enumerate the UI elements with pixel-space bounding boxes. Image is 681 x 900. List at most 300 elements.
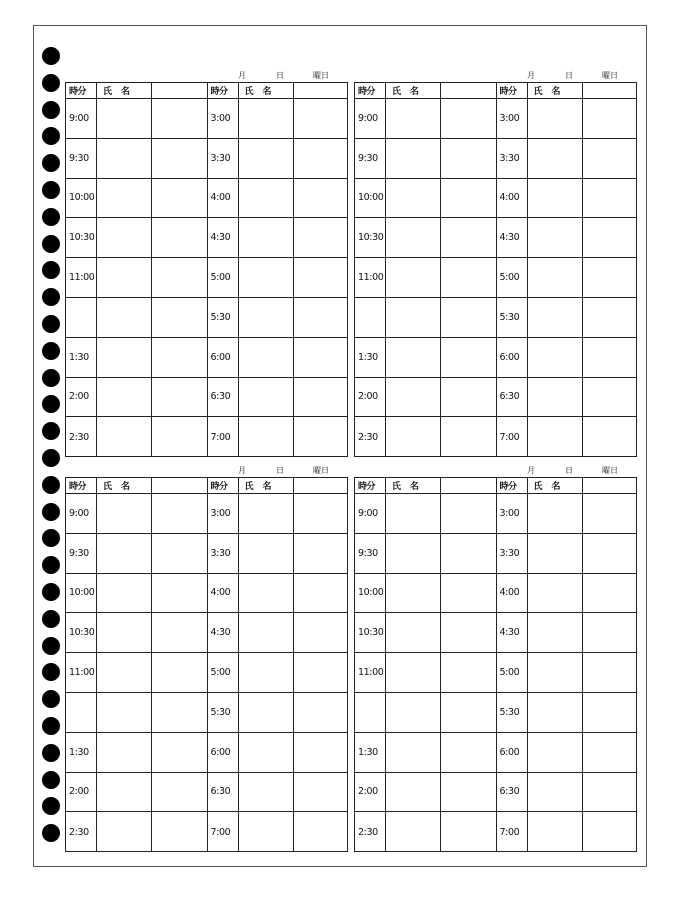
time-slot: 7:00	[497, 417, 528, 457]
date-line	[354, 463, 637, 477]
name-cell[interactable]	[528, 378, 583, 417]
time-slot: 6:30	[497, 773, 528, 812]
name-cell[interactable]	[239, 258, 294, 297]
table-row	[355, 534, 496, 574]
table-row	[66, 494, 207, 534]
time-slot: 4:30	[208, 613, 239, 652]
name-cell[interactable]	[239, 99, 294, 138]
date-line	[65, 68, 348, 82]
time-slot: 9:30	[66, 534, 97, 573]
table-row	[66, 99, 207, 139]
time-slot: 11:00	[355, 653, 386, 692]
table-header	[66, 83, 207, 99]
time-slot: 2:30	[355, 417, 386, 457]
time-slot: 3:30	[497, 139, 528, 178]
name-cell[interactable]	[239, 139, 294, 178]
notes-cell[interactable]	[294, 417, 348, 457]
name-cell[interactable]	[97, 218, 152, 257]
table-row	[355, 653, 496, 693]
table-row	[497, 653, 637, 693]
name-cell[interactable]	[528, 494, 583, 533]
name-cell[interactable]	[97, 574, 152, 613]
notes-cell[interactable]	[294, 534, 348, 573]
table-row	[497, 338, 637, 378]
time-slot: 5:00	[208, 653, 239, 692]
time-slot: 2:00	[66, 378, 97, 417]
table-row	[355, 574, 496, 614]
table-row	[355, 179, 496, 219]
time-slot: 10:00	[355, 179, 386, 218]
notes-cell[interactable]	[294, 574, 348, 613]
name-header: 氏 名	[103, 482, 131, 492]
name-cell[interactable]	[386, 653, 441, 692]
notes-cell[interactable]	[441, 338, 496, 377]
name-cell[interactable]	[239, 298, 294, 337]
table-row	[208, 574, 348, 614]
name-cell[interactable]	[97, 378, 152, 417]
name-cell[interactable]	[239, 733, 294, 772]
time-header: 時分	[497, 478, 528, 493]
notes-cell[interactable]	[441, 534, 496, 573]
name-cell[interactable]	[97, 298, 152, 337]
name-cell[interactable]	[386, 773, 441, 812]
time-slot: 4:30	[208, 218, 239, 257]
month-label: 月	[238, 466, 246, 475]
notes-header-cell	[294, 83, 348, 98]
table-row	[208, 298, 348, 338]
name-cell[interactable]	[239, 179, 294, 218]
notes-cell[interactable]	[294, 812, 348, 852]
notes-cell[interactable]	[294, 773, 348, 812]
notes-header-cell	[441, 478, 496, 493]
name-cell[interactable]	[528, 258, 583, 297]
table-row	[497, 534, 637, 574]
name-cell[interactable]	[97, 494, 152, 533]
name-cell[interactable]	[386, 258, 441, 297]
time-slot: 5:30	[497, 693, 528, 732]
time-slot: 9:00	[355, 494, 386, 533]
notes-cell[interactable]	[152, 613, 207, 652]
name-cell[interactable]	[528, 534, 583, 573]
time-slot: 4:00	[497, 574, 528, 613]
time-slot: 10:00	[66, 574, 97, 613]
day-label: 日	[565, 71, 573, 80]
day-label: 日	[276, 71, 284, 80]
name-cell[interactable]	[97, 693, 152, 732]
name-cell[interactable]	[386, 693, 441, 732]
table-row	[66, 218, 207, 258]
name-cell[interactable]	[97, 534, 152, 573]
name-cell[interactable]	[528, 218, 583, 257]
name-cell[interactable]	[97, 179, 152, 218]
time-slot: 9:30	[355, 139, 386, 178]
name-header: 氏 名	[392, 87, 420, 97]
table-row	[208, 613, 348, 653]
notes-cell[interactable]	[441, 258, 496, 297]
notes-cell[interactable]	[294, 139, 348, 178]
notes-cell[interactable]	[441, 298, 496, 337]
name-cell[interactable]	[528, 139, 583, 178]
notes-cell[interactable]	[152, 494, 207, 533]
time-slot: 10:30	[66, 613, 97, 652]
name-cell[interactable]	[528, 417, 583, 457]
notes-cell[interactable]	[583, 378, 637, 417]
time-slot: 5:00	[208, 258, 239, 297]
time-slot	[66, 298, 97, 337]
time-slot: 10:00	[66, 179, 97, 218]
name-cell[interactable]	[528, 179, 583, 218]
table-row	[497, 179, 637, 219]
name-cell[interactable]	[97, 139, 152, 178]
notes-cell[interactable]	[294, 99, 348, 138]
table-row	[66, 139, 207, 179]
time-slot: 2:30	[355, 812, 386, 852]
time-slot: 1:30	[355, 338, 386, 377]
table-row	[66, 258, 207, 298]
notes-cell[interactable]	[152, 693, 207, 732]
time-slot: 4:00	[208, 574, 239, 613]
name-header: 氏 名	[392, 482, 420, 492]
date-line	[354, 68, 637, 82]
table-row	[355, 494, 496, 534]
table-row	[355, 773, 496, 813]
notes-cell[interactable]	[583, 298, 637, 337]
name-cell[interactable]	[528, 338, 583, 377]
name-header-cell	[97, 478, 152, 493]
notes-cell[interactable]	[152, 733, 207, 772]
table-row	[355, 298, 496, 338]
table-header	[66, 478, 207, 494]
notes-cell[interactable]	[583, 258, 637, 297]
schedule-table	[65, 82, 348, 457]
time-slot: 9:00	[355, 99, 386, 138]
notes-cell[interactable]	[583, 812, 637, 852]
name-cell[interactable]	[97, 99, 152, 138]
name-cell[interactable]	[239, 338, 294, 377]
name-cell[interactable]	[528, 773, 583, 812]
time-header: 時分	[208, 83, 239, 98]
time-slot: 3:30	[208, 534, 239, 573]
notes-cell[interactable]	[294, 218, 348, 257]
table-row	[355, 812, 496, 852]
time-slot: 3:00	[497, 99, 528, 138]
name-cell[interactable]	[97, 417, 152, 457]
notes-cell[interactable]	[152, 99, 207, 138]
name-cell[interactable]	[528, 99, 583, 138]
name-cell[interactable]	[386, 534, 441, 573]
name-cell[interactable]	[528, 812, 583, 852]
time-slot: 4:30	[497, 613, 528, 652]
notes-cell[interactable]	[583, 773, 637, 812]
table-row	[208, 733, 348, 773]
table-row	[66, 417, 207, 457]
table-row	[355, 338, 496, 378]
afternoon-column	[496, 478, 637, 851]
name-cell[interactable]	[386, 298, 441, 337]
notes-cell[interactable]	[441, 417, 496, 457]
table-row	[208, 812, 348, 852]
afternoon-column	[496, 83, 637, 456]
notes-cell[interactable]	[441, 613, 496, 652]
table-header	[208, 83, 348, 99]
time-slot: 4:30	[497, 218, 528, 257]
name-cell[interactable]	[239, 773, 294, 812]
name-cell[interactable]	[239, 494, 294, 533]
time-slot: 4:00	[497, 179, 528, 218]
name-cell[interactable]	[528, 733, 583, 772]
notes-cell[interactable]	[152, 773, 207, 812]
table-row	[497, 733, 637, 773]
name-cell[interactable]	[97, 733, 152, 772]
name-cell[interactable]	[386, 812, 441, 852]
name-cell[interactable]	[97, 812, 152, 852]
name-cell[interactable]	[97, 773, 152, 812]
name-cell[interactable]	[239, 812, 294, 852]
name-cell[interactable]	[528, 693, 583, 732]
time-header: 時分	[355, 478, 386, 493]
time-slot: 9:30	[66, 139, 97, 178]
notes-cell[interactable]	[294, 693, 348, 732]
notes-cell[interactable]	[583, 534, 637, 573]
name-cell[interactable]	[386, 494, 441, 533]
table-header	[208, 478, 348, 494]
name-cell[interactable]	[97, 258, 152, 297]
name-cell[interactable]	[386, 99, 441, 138]
time-slot: 7:00	[497, 812, 528, 852]
notes-cell[interactable]	[152, 812, 207, 852]
time-slot: 4:00	[208, 179, 239, 218]
table-row	[208, 218, 348, 258]
name-cell[interactable]	[386, 338, 441, 377]
notes-cell[interactable]	[152, 574, 207, 613]
notes-header-cell	[583, 83, 637, 98]
name-header: 氏 名	[533, 482, 561, 492]
notes-cell[interactable]	[294, 494, 348, 533]
table-row	[66, 812, 207, 852]
table-row	[66, 298, 207, 338]
time-slot: 3:30	[208, 139, 239, 178]
notes-cell[interactable]	[441, 218, 496, 257]
name-cell[interactable]	[386, 613, 441, 652]
name-cell[interactable]	[386, 378, 441, 417]
time-slot: 2:00	[355, 378, 386, 417]
table-row	[497, 613, 637, 653]
name-header: 氏 名	[533, 87, 561, 97]
notes-cell[interactable]	[152, 258, 207, 297]
notes-header-cell	[294, 478, 348, 493]
notes-cell[interactable]	[441, 733, 496, 772]
name-cell[interactable]	[386, 179, 441, 218]
table-header	[355, 83, 496, 99]
notes-cell[interactable]	[441, 773, 496, 812]
name-cell[interactable]	[528, 653, 583, 692]
time-slot: 11:00	[355, 258, 386, 297]
name-cell[interactable]	[239, 534, 294, 573]
table-header	[355, 478, 496, 494]
table-row	[66, 653, 207, 693]
notes-cell[interactable]	[583, 733, 637, 772]
time-slot: 6:30	[208, 378, 239, 417]
table-row	[66, 613, 207, 653]
name-cell[interactable]	[528, 613, 583, 652]
notes-cell[interactable]	[294, 613, 348, 652]
notes-cell[interactable]	[152, 653, 207, 692]
month-label: 月	[238, 71, 246, 80]
table-row	[355, 378, 496, 418]
afternoon-column	[207, 83, 348, 456]
name-cell[interactable]	[239, 574, 294, 613]
name-header-cell	[97, 83, 152, 98]
notes-cell[interactable]	[583, 693, 637, 732]
notes-cell[interactable]	[441, 139, 496, 178]
notes-cell[interactable]	[152, 298, 207, 337]
time-slot: 10:30	[66, 218, 97, 257]
name-header: 氏 名	[244, 482, 272, 492]
time-slot: 7:00	[208, 812, 239, 852]
table-row	[208, 534, 348, 574]
month-label: 月	[527, 466, 535, 475]
notes-cell[interactable]	[152, 179, 207, 218]
table-row	[355, 218, 496, 258]
name-cell[interactable]	[528, 298, 583, 337]
table-row	[497, 812, 637, 852]
name-cell[interactable]	[239, 218, 294, 257]
name-cell[interactable]	[239, 417, 294, 457]
name-cell[interactable]	[239, 653, 294, 692]
name-cell[interactable]	[386, 417, 441, 457]
morning-column	[355, 478, 496, 851]
name-cell[interactable]	[239, 693, 294, 732]
time-slot: 2:00	[66, 773, 97, 812]
notes-cell[interactable]	[583, 179, 637, 218]
time-header: 時分	[66, 83, 97, 98]
name-cell[interactable]	[386, 574, 441, 613]
time-slot: 11:00	[66, 258, 97, 297]
morning-column	[66, 478, 207, 851]
table-row	[208, 773, 348, 813]
notes-cell[interactable]	[152, 378, 207, 417]
name-cell[interactable]	[386, 139, 441, 178]
schedule-table	[354, 82, 637, 457]
time-slot: 6:00	[497, 338, 528, 377]
name-cell[interactable]	[528, 574, 583, 613]
time-header: 時分	[355, 83, 386, 98]
table-row	[66, 534, 207, 574]
notes-cell[interactable]	[294, 733, 348, 772]
day-label: 日	[565, 466, 573, 475]
time-slot: 1:30	[355, 733, 386, 772]
table-row	[66, 693, 207, 733]
time-slot: 5:30	[208, 298, 239, 337]
notes-cell[interactable]	[583, 653, 637, 692]
name-cell[interactable]	[386, 733, 441, 772]
notes-cell[interactable]	[441, 494, 496, 533]
notes-cell[interactable]	[583, 613, 637, 652]
table-header	[497, 478, 637, 494]
notes-cell[interactable]	[583, 417, 637, 457]
table-row	[355, 258, 496, 298]
name-cell[interactable]	[239, 613, 294, 652]
time-slot: 9:00	[66, 494, 97, 533]
notes-cell[interactable]	[583, 574, 637, 613]
time-slot: 5:30	[497, 298, 528, 337]
name-header-cell	[239, 83, 294, 98]
table-row	[497, 378, 637, 418]
notes-cell[interactable]	[441, 653, 496, 692]
name-cell[interactable]	[386, 218, 441, 257]
time-slot: 6:00	[208, 338, 239, 377]
month-label: 月	[527, 71, 535, 80]
weekday-label: 曜日	[313, 71, 329, 80]
time-slot	[355, 693, 386, 732]
table-row	[497, 99, 637, 139]
notes-cell[interactable]	[152, 534, 207, 573]
notes-cell[interactable]	[294, 653, 348, 692]
notes-cell[interactable]	[294, 179, 348, 218]
table-row	[66, 378, 207, 418]
weekday-label: 曜日	[602, 466, 618, 475]
notes-cell[interactable]	[152, 417, 207, 457]
name-cell[interactable]	[97, 338, 152, 377]
table-row	[355, 733, 496, 773]
notes-cell[interactable]	[152, 139, 207, 178]
notes-cell[interactable]	[441, 378, 496, 417]
weekday-label: 曜日	[313, 466, 329, 475]
time-slot: 5:00	[497, 653, 528, 692]
schedule-table	[354, 477, 637, 852]
table-row	[208, 338, 348, 378]
notes-cell[interactable]	[152, 338, 207, 377]
time-slot: 2:00	[355, 773, 386, 812]
table-row	[66, 733, 207, 773]
name-cell[interactable]	[239, 378, 294, 417]
table-row	[66, 574, 207, 614]
notes-cell[interactable]	[441, 574, 496, 613]
time-header: 時分	[208, 478, 239, 493]
notes-cell[interactable]	[583, 139, 637, 178]
notes-cell[interactable]	[294, 378, 348, 417]
table-row	[497, 574, 637, 614]
notes-cell[interactable]	[294, 258, 348, 297]
notes-cell[interactable]	[441, 812, 496, 852]
morning-column	[355, 83, 496, 456]
notes-cell[interactable]	[294, 338, 348, 377]
name-cell[interactable]	[97, 653, 152, 692]
table-row	[497, 417, 637, 457]
table-row	[208, 417, 348, 457]
table-row	[355, 693, 496, 733]
notes-cell[interactable]	[583, 494, 637, 533]
notes-cell[interactable]	[441, 693, 496, 732]
name-cell[interactable]	[97, 613, 152, 652]
table-row	[208, 179, 348, 219]
notes-cell[interactable]	[583, 218, 637, 257]
notes-cell[interactable]	[583, 338, 637, 377]
notes-cell[interactable]	[152, 218, 207, 257]
notes-cell[interactable]	[441, 99, 496, 138]
time-slot: 10:00	[355, 574, 386, 613]
notes-cell[interactable]	[583, 99, 637, 138]
time-slot: 3:00	[208, 494, 239, 533]
notes-cell[interactable]	[294, 298, 348, 337]
name-header-cell	[386, 478, 441, 493]
weekday-label: 曜日	[602, 71, 618, 80]
notes-header-cell	[152, 83, 207, 98]
notes-cell[interactable]	[441, 179, 496, 218]
time-slot: 5:00	[497, 258, 528, 297]
name-header: 氏 名	[103, 87, 131, 97]
day-label: 日	[276, 466, 284, 475]
